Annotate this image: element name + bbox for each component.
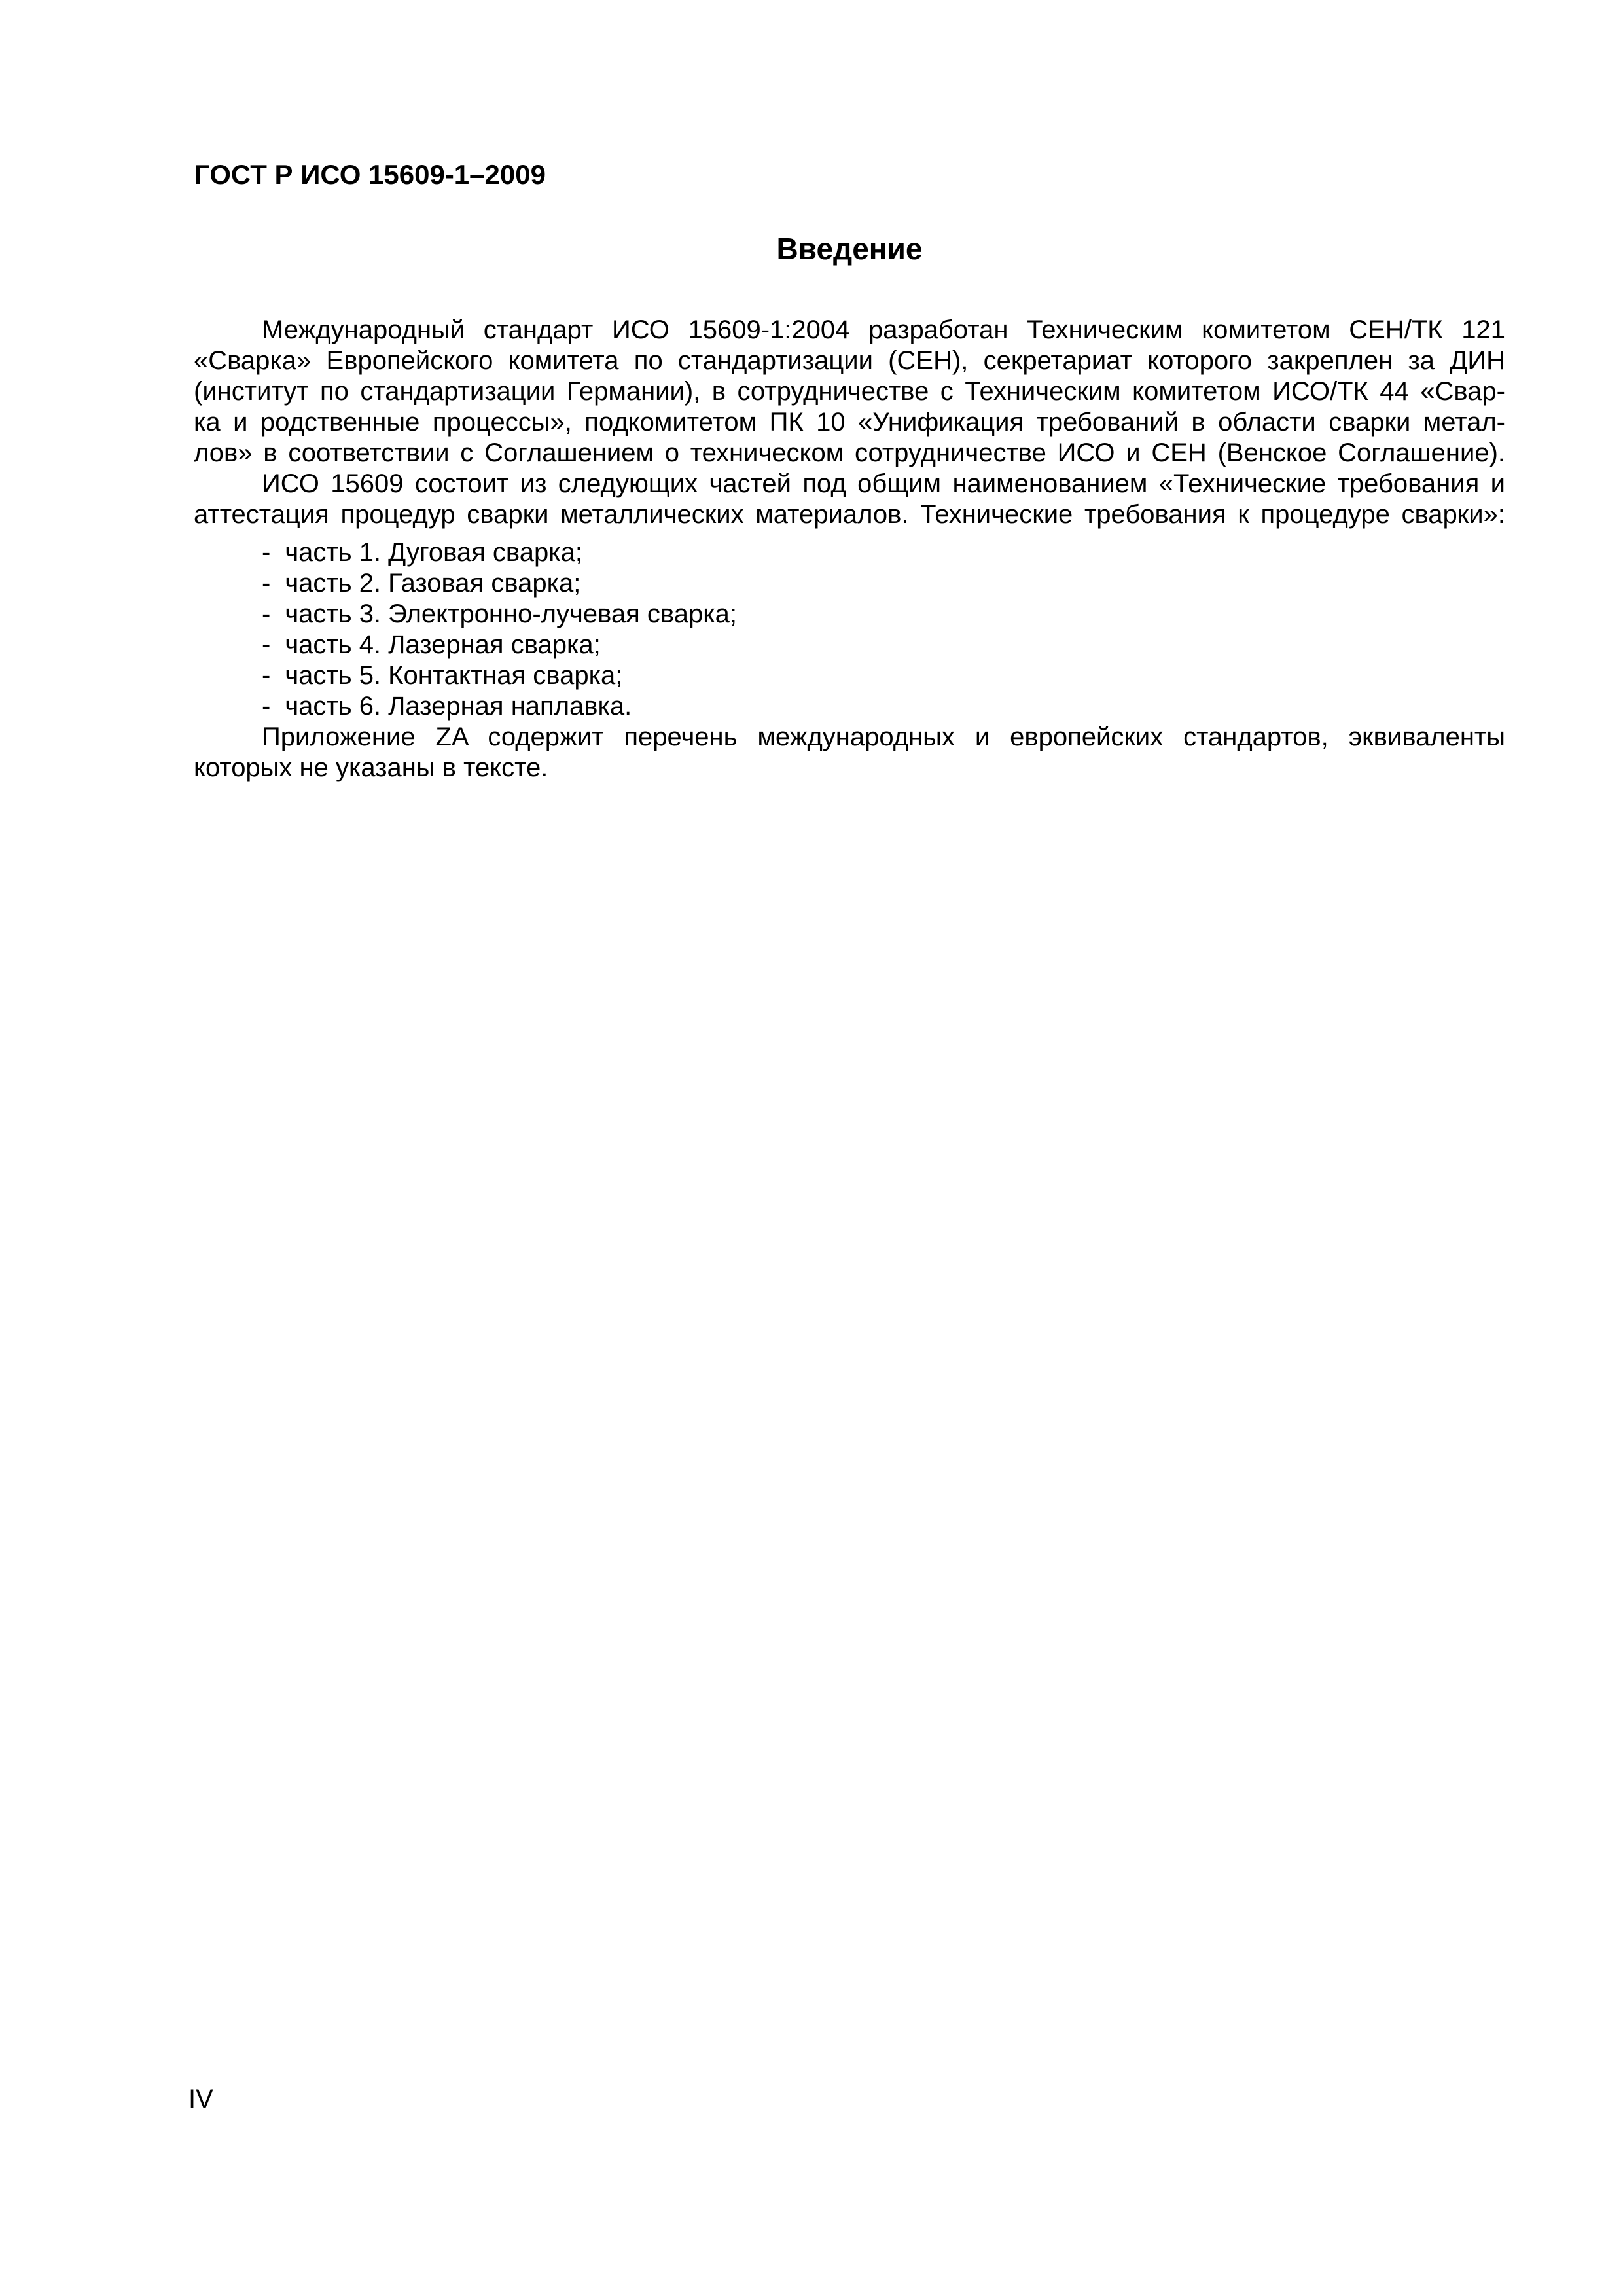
- list-item-part-1: [194, 537, 1505, 568]
- paragraph-3-line-2: которых не указаны в тексте.: [194, 753, 548, 782]
- list-item-part-4: [194, 630, 1505, 660]
- list-item-marker: -: [262, 538, 271, 567]
- list-item-text: часть 5. Контактная сварка;: [285, 661, 623, 690]
- list-item-part-2: [194, 568, 1505, 599]
- list-item-marker: -: [262, 692, 271, 721]
- list-item-part-3: [194, 599, 1505, 630]
- list-item-part-5: [194, 660, 1505, 691]
- paragraph-1-line-1: Международный стандарт ИСО 15609-1:2004 разработан Техническим комитетом СЕН/ТК 121: [262, 315, 1505, 344]
- list-item-marker: -: [262, 630, 271, 659]
- paragraph-1-line-5: лов» в соответствии с Соглашением о техническом сотрудничестве ИСО и СЕН (Венское Соглашение).: [194, 439, 1505, 467]
- paragraph-2-line-2: аттестация процедур сварки металлических материалов. Технические требования к процедуре сварки»:: [194, 500, 1505, 529]
- list-item-marker: -: [262, 569, 271, 598]
- page-number: IV: [188, 2085, 213, 2113]
- list-item-text: часть 3. Электронно-лучевая сварка;: [285, 600, 737, 628]
- standard-parts-list: [194, 537, 1505, 722]
- paragraph-annex-za: [194, 722, 1505, 783]
- paragraph-standard-development: [194, 315, 1505, 469]
- list-item-text: часть 2. Газовая сварка;: [285, 569, 581, 598]
- list-item-text: часть 1. Дуговая сварка;: [285, 538, 582, 567]
- paragraph-1-line-3: (институт по стандартизации Германии), в сотрудничестве с Техническим комитетом ИСО/ТК 44 «Свар-: [194, 377, 1505, 406]
- list-item-marker: -: [262, 661, 271, 690]
- paragraph-3-line-1: Приложение ZA содержит перечень международных и европейских стандартов, эквиваленты: [262, 723, 1505, 751]
- paragraph-2-line-1: ИСО 15609 состоит из следующих частей под общим наименованием «Технические требования и: [262, 469, 1505, 498]
- list-item-part-6: [194, 691, 1505, 722]
- list-item-text: часть 6. Лазерная наплавка.: [285, 692, 632, 721]
- paragraph-1-line-4: ка и родственные процессы», подкомитетом ПК 10 «Унификация требований в области сварки метал-: [194, 408, 1505, 437]
- list-item-text: часть 4. Лазерная сварка;: [285, 630, 601, 659]
- list-item-marker: -: [262, 600, 271, 628]
- body-text-column: [194, 315, 1505, 783]
- document-number-header: ГОСТ Р ИСО 15609-1–2009: [194, 159, 546, 190]
- paragraph-parts-intro: [194, 469, 1505, 530]
- paragraph-1-line-2: «Сварка» Европейского комитета по стандартизации (СЕН), секретариат которого закреплен за ДИН: [194, 346, 1505, 375]
- section-title: Введение: [776, 232, 923, 266]
